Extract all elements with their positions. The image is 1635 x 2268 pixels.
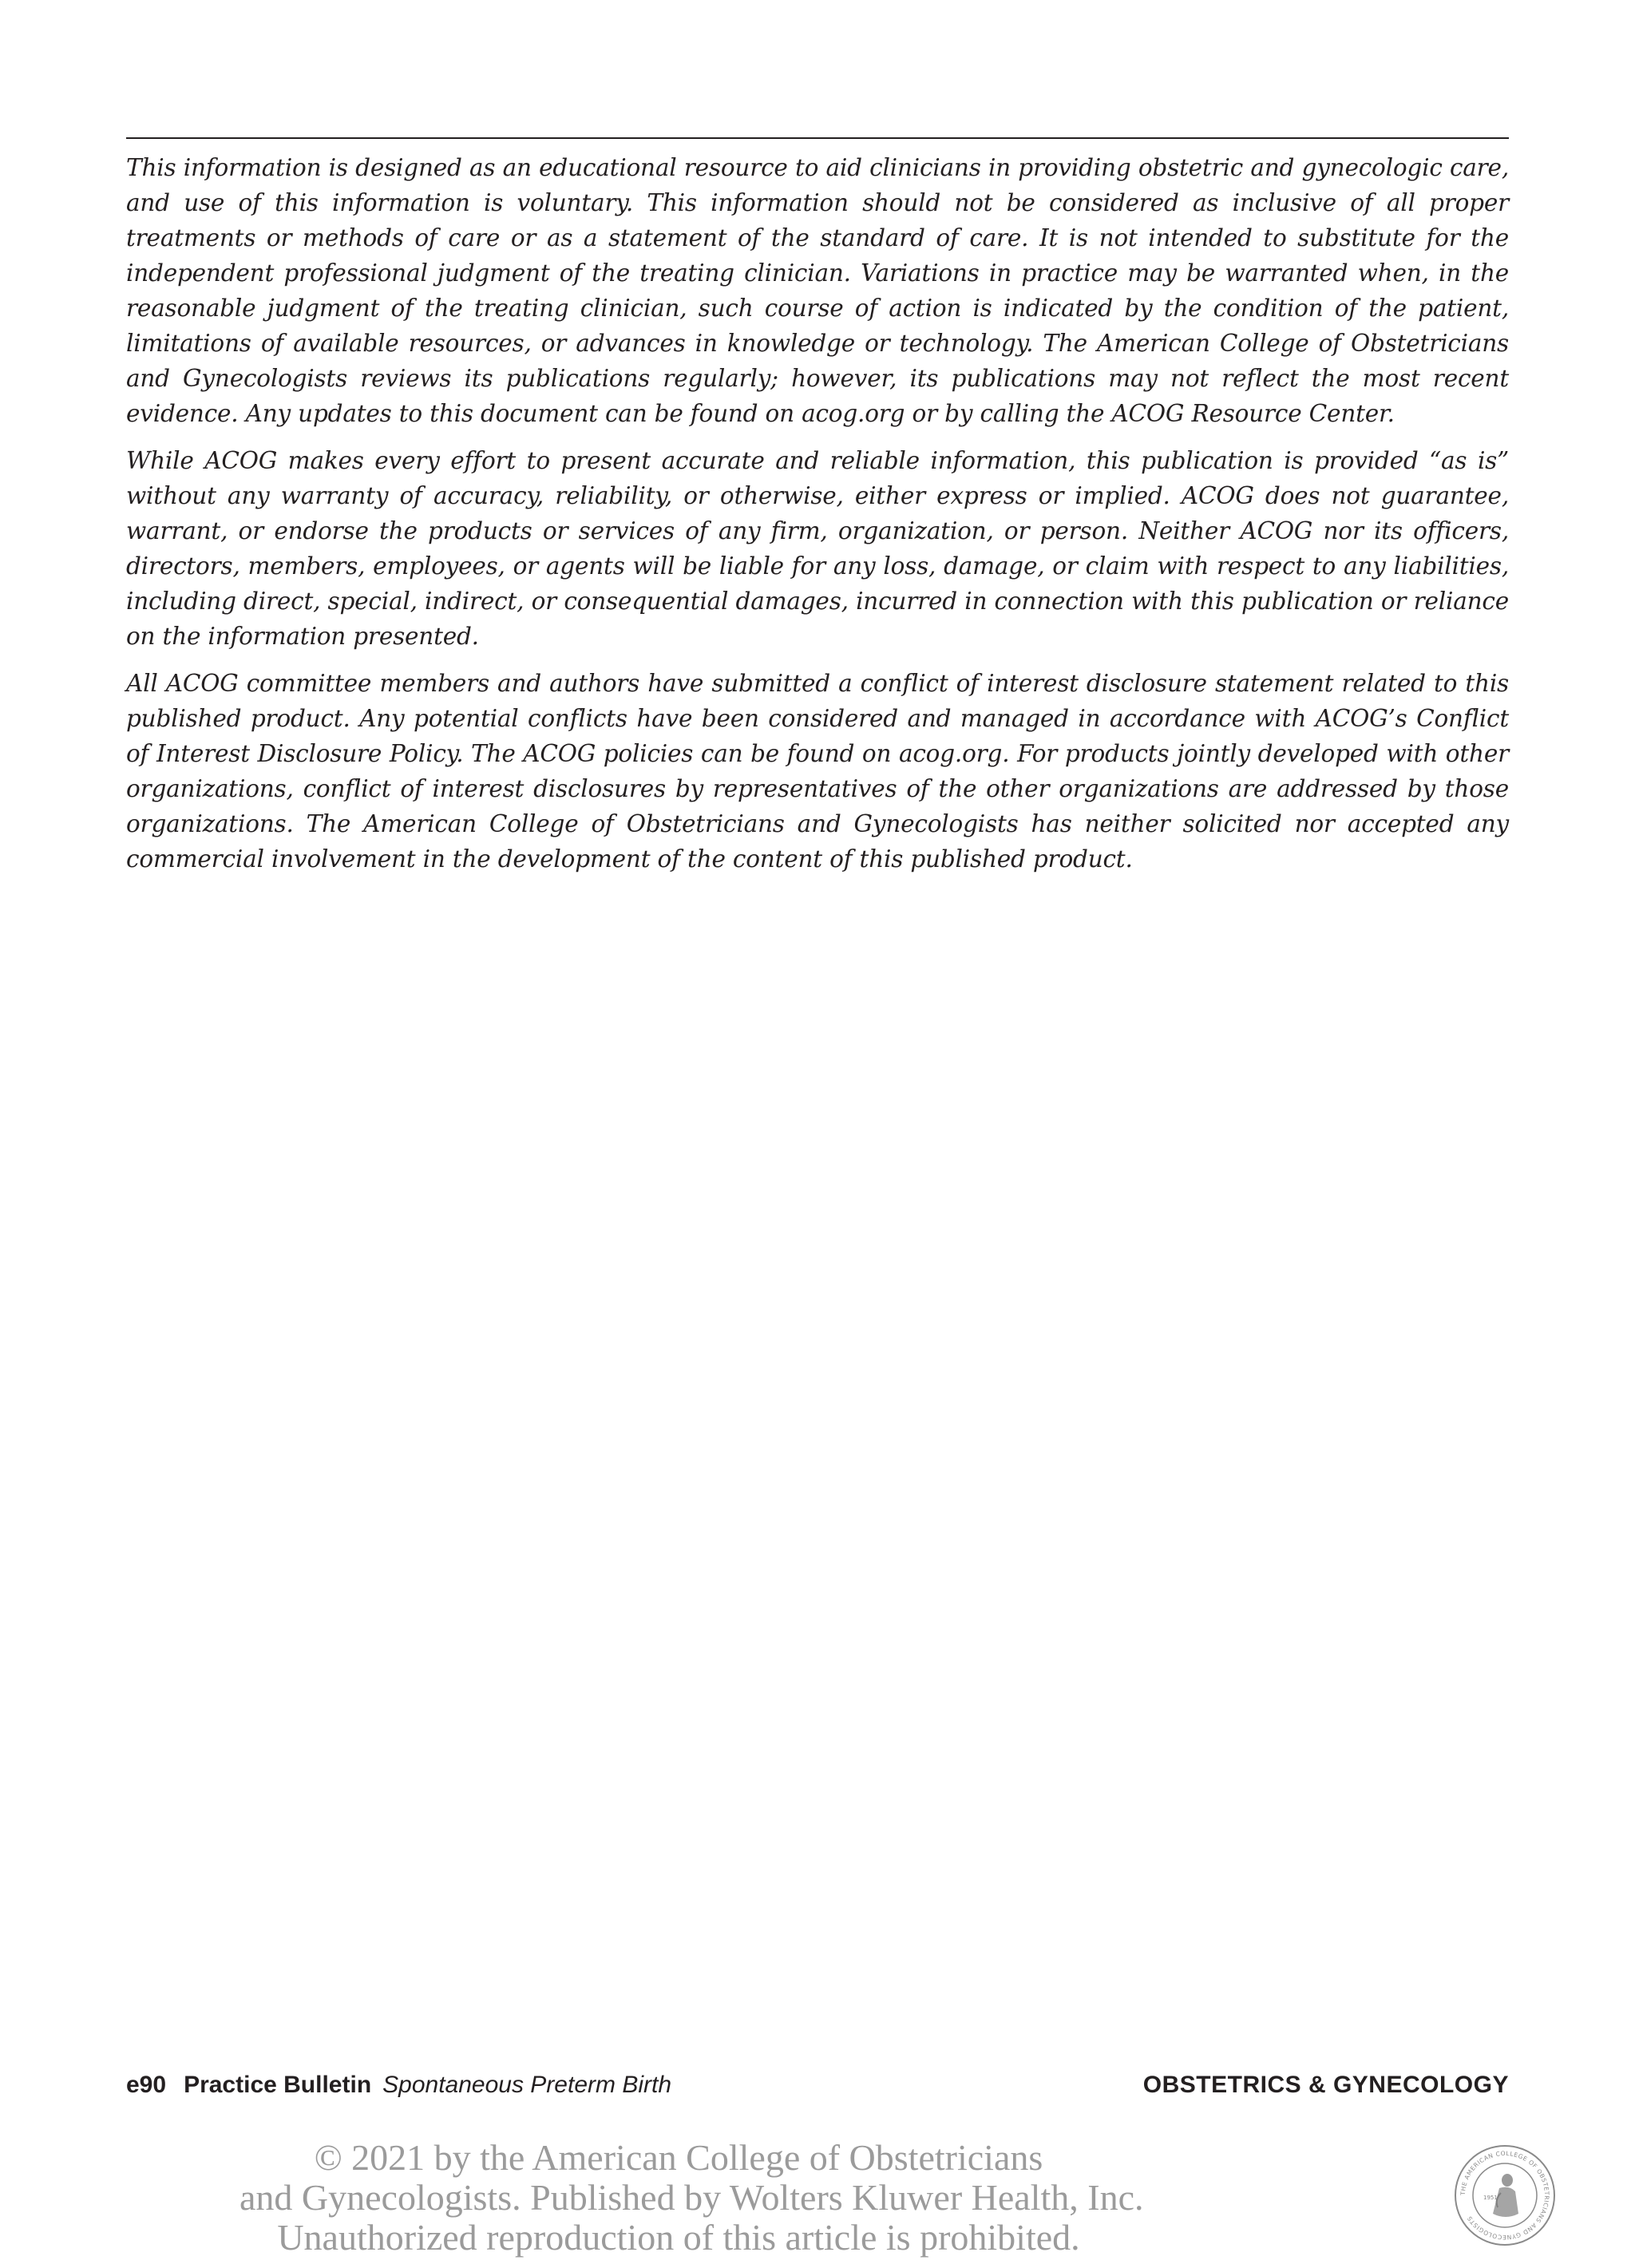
copyright-line: © 2021 by the American College of Obstetricians	[314, 2137, 1043, 2178]
series-title: Practice Bulletin	[184, 2072, 372, 2098]
top-rule	[126, 137, 1509, 139]
acog-seal-icon	[1453, 2143, 1557, 2247]
copyright-notice	[240, 2137, 1144, 2258]
disclaimer-paragraph: All ACOG committee members and authors have submitted a conflict of interest disclosure statement related to this published product. Any potential conflicts have been considered and managed in accordance with ACOG’s Conflict of Interest Disclosure Policy. The ACOG policies can be found on acog.org. For products jointly developed with other organizations, conflict of interest disclosures by representatives of the other organizations are addressed by those organizations. The American College of Obstetricians and Gynecologists has neither solicited nor accepted any commercial involvement in the development of the content of this published product.	[126, 670, 1509, 873]
running-footer	[126, 2069, 671, 2101]
seal-year: 1951	[1483, 2195, 1498, 2201]
seal-ring-text: THE AMERICAN COLLEGE OF OBSTETRICIANS AND GYNECOLOGISTS	[1459, 2149, 1551, 2242]
article-topic: Spontaneous Preterm Birth	[382, 2072, 672, 2098]
copyright-line: Unauthorized reproduction of this article is prohibited.	[277, 2217, 1080, 2258]
disclaimer-paragraph: This information is designed as an educational resource to aid clinicians in providing obstetric and gynecologic care, and use of this information is voluntary. This information should not be considered as inclusive of all proper treatments or methods of care or as a statement of the standard of care. It is not intended to substitute for the independent professional judgment of the treating clinician. Variations in practice may be warranted when, in the reasonable judgment of the treating clinician, such course of action is indicated by the condition of the patient, limitations of available resources, or advances in knowledge or technology. The American College of Obstetricians and Gynecologists reviews its publications regularly; however, its publications may not reflect the most recent evidence. Any updates to this document can be found on acog.org or by calling the ACOG Resource Center.	[126, 154, 1509, 427]
page-number: e90	[126, 2072, 167, 2098]
disclaimer-block	[126, 150, 1509, 889]
disclaimer-paragraph: While ACOG makes every effort to present accurate and reliable information, this publication is provided “as is” without any warranty of accuracy, reliability, or otherwise, either express or implied. ACOG does not guarantee, warrant, or endorse the products or services of any firm, organization, or person. Neither ACOG nor its officers, directors, members, employees, or agents will be liable for any loss, damage, or claim with respect to any liabilities, including direct, special, indirect, or consequential damages, incurred in connection with this publication or reliance on the information presented.	[126, 447, 1509, 650]
journal-name: OBSTETRICS & GYNECOLOGY	[1142, 2072, 1509, 2098]
copyright-line: and Gynecologists. Published by Wolters Kluwer Health, Inc.	[240, 2177, 1144, 2218]
